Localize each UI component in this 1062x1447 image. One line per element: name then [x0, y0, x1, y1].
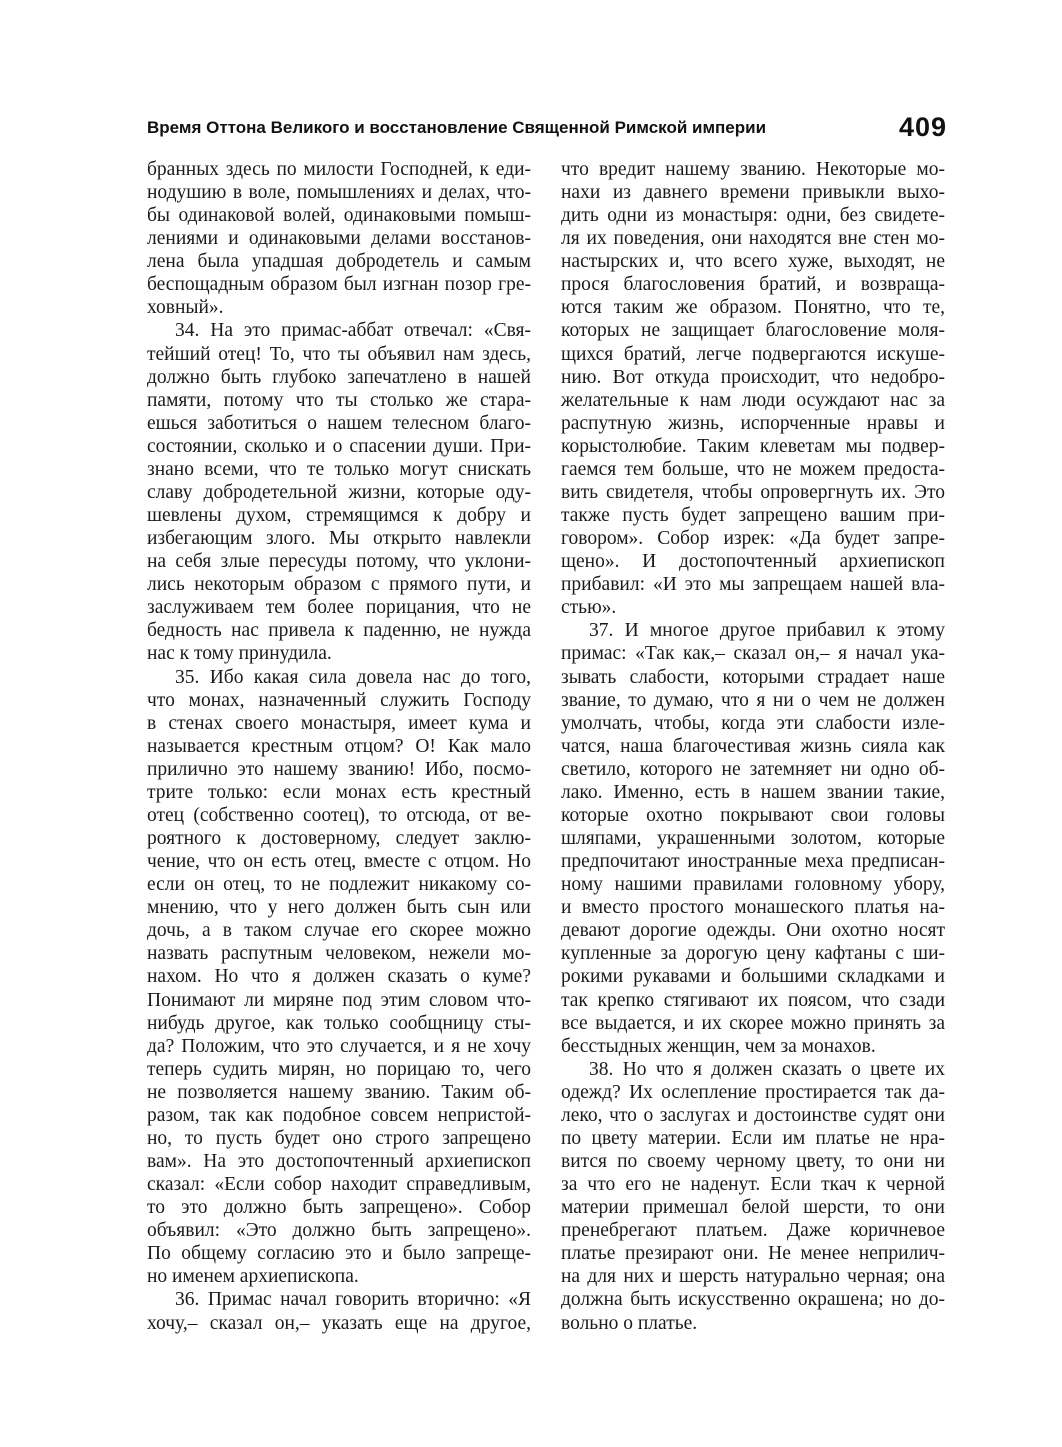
text-line: теперь судить мирян, но порицаю то, чего: [147, 1058, 531, 1080]
text-line: шляпами, украшенными золотом, которые: [561, 828, 945, 850]
text-line: корыстолюбие. Таким клеветам мы подвер-: [561, 435, 945, 457]
text-line: настырских и, что всего хуже, выходят, не: [561, 251, 945, 273]
text-line: нибудь другое, как только сообщницу сты-: [147, 1012, 531, 1034]
text-line: вить свидетеля, чтобы опровергнуть их. Это: [561, 481, 945, 503]
text-line: на себя злые пересуды потому, что уклони-: [147, 551, 531, 573]
text-line: 35. Ибо какая сила довела нас до того,: [175, 666, 531, 688]
text-line: девают дорогие одежды. Они охотно носят: [561, 920, 945, 942]
text-line: ховный».: [147, 297, 224, 319]
text-line: рокими рукавами и большими складками и: [561, 966, 945, 988]
text-line: отец (собственно соотец), то отсюда, от ве-: [147, 804, 531, 826]
text-line: чатся, наша благочестивая жизнь сияла как: [561, 735, 945, 757]
text-line: материи примешал белой шерсти, то они: [561, 1197, 945, 1219]
text-line: стью».: [561, 597, 617, 619]
text-line: называется крестным отцом? О! Как мало: [147, 735, 531, 757]
text-line: по цвету материи. Если им платье не нра-: [561, 1127, 945, 1149]
text-line: то это должно быть запрещено». Собор: [147, 1197, 531, 1219]
text-line: разом, так как подобное совсем непристой-: [147, 1104, 531, 1126]
text-line: за что его не наденут. Если ткач к черной: [561, 1174, 945, 1196]
text-line: что вредит нашему званию. Некоторые мо-: [561, 159, 945, 180]
text-line: вам». На это достопочтенный архиепископ: [147, 1151, 531, 1172]
text-line: что монах, назначенный служить Господу: [147, 689, 531, 711]
text-line: прося благословения братий, и возвраща-: [561, 274, 945, 296]
text-line: все выдается, и их скорее можно принять за: [561, 1012, 945, 1034]
text-line: звание, то думаю, что я ни о чем не должен: [561, 689, 945, 711]
text-line: 34. На это примас-аббат отвечал: «Свя-: [175, 320, 531, 342]
text-line: тейший отец! То, что ты объявил нам здесь,: [147, 343, 531, 365]
text-line: трите только: если монах есть крестный: [147, 781, 531, 803]
text-line: должно быть глубоко запечатлено в нашей: [147, 366, 531, 388]
text-line: По общему согласию это и было запреще-: [147, 1243, 531, 1265]
text-line: хочу,– сказал он,– указать еще на другое,: [147, 1312, 531, 1334]
text-line: желательные к нам люди осуждают нас за: [561, 389, 945, 411]
text-line: 36. Примас начал говорить вторично: «Я: [175, 1289, 531, 1311]
text-line: нодушию в воле, помышлениях и делах, что-: [147, 182, 531, 204]
text-line: шевлены духом, стремящимся к добру и: [147, 505, 531, 527]
text-line: чение, что он есть отец, вместе с отцом. Но: [147, 851, 531, 873]
text-line: которые охотно покрывают свои головы: [561, 804, 945, 826]
text-line: бы одинаковой волей, одинаковыми помыш-: [147, 205, 531, 227]
text-line: памяти, потому что ты столько же стара-: [147, 389, 531, 411]
page-number: 409: [898, 112, 947, 142]
text-line: также пусть будет запрещено вашим при-: [561, 505, 945, 527]
text-line: должна быть искусственно окрашена; но до-: [561, 1289, 945, 1311]
text-line: зывать слабости, которыми страдает наше: [561, 666, 945, 688]
text-line: ному нашими правилами головному убору,: [561, 874, 945, 896]
text-line: прибавил: «И это мы запрещаем нашей вла-: [561, 574, 945, 596]
text-line: дить одни из монастыря: одни, без свидете-: [561, 205, 945, 227]
text-line: сказал: «Если собор находит справедливым,: [147, 1174, 531, 1196]
text-line: Понимают ли миряне под этим словом что-: [147, 989, 531, 1011]
text-line: щихся братий, легче подвергаются искуше-: [561, 343, 945, 365]
left-column: [147, 158, 531, 1348]
text-line: лена была упадшая добродетель и самым: [147, 251, 531, 273]
text-line: избегающим злого. Мы открыто навлекли: [147, 528, 531, 550]
text-line: предпочитают иностранные меха предписан-: [561, 851, 945, 873]
running-title: Время Оттона Великого и восстановление Священной Римской империи: [147, 118, 767, 137]
text-line: купленные за дорогую цену кафтаны с ши-: [561, 943, 945, 965]
text-line: ются таким же образом. Понятно, что те,: [561, 297, 945, 319]
text-line: ля их поведения, они находятся вне стен мо-: [561, 228, 945, 250]
text-line: заслуживаем тем более порицания, что не: [147, 597, 531, 619]
text-line: умолчать, чтобы, когда эти слабости изле-: [561, 712, 945, 734]
text-line: так крепко стягивают их поясом, что сзади: [561, 989, 945, 1011]
text-line: пренебрегают платьем. Даже коричневое: [561, 1220, 945, 1242]
text-line: назвать распутным человеком, нежели мо-: [147, 943, 531, 965]
text-line: говором». Собор изрек: «Да будет запре-: [561, 528, 945, 550]
text-line: гаемся тем больше, что не можем предоста-: [561, 458, 945, 480]
text-line: вится по своему черному цвету, то они ни: [561, 1151, 945, 1172]
text-line: роятного к достоверному, следует заклю-: [147, 828, 531, 850]
text-line: лако. Именно, есть в нашем звании такие,: [561, 781, 945, 803]
text-line: 37. И многое другое прибавил к этому: [589, 620, 945, 642]
text-line: которых не защищает благословение моля-: [561, 320, 945, 342]
text-line: мнению, что у него должен быть сын или: [147, 897, 531, 919]
text-line: состоянии, сколько и о спасении души. При-: [147, 435, 531, 457]
text-line: леко, что о заслугах и достоинстве судят они: [561, 1104, 945, 1126]
running-header: [147, 112, 947, 146]
text-line: нахом. Но что я должен сказать о куме?: [147, 966, 531, 988]
right-column: [561, 158, 945, 1348]
text-line: дочь, а в таком случае его скорее можно: [147, 920, 531, 942]
text-line: нахи из давнего времени привыкли выхо-: [561, 182, 945, 204]
text-line: славу добродетельной жизни, которые оду-: [147, 481, 531, 503]
text-line: щено». И достопочтенный архиепископ: [561, 551, 945, 573]
text-line: светило, которого не затемняет ни одно об-: [561, 758, 945, 780]
text-line: если он отец, то не подлежит никакому со-: [147, 874, 531, 896]
text-line: нию. Вот откуда происходит, что недобро-: [561, 366, 945, 388]
text-line: 38. Но что я должен сказать о цвете их: [589, 1058, 945, 1080]
text-line: и вместо простого монашеского платья на-: [561, 897, 945, 919]
text-line: ешься заботиться о нашем телесном благо-: [147, 412, 531, 434]
text-line: беспощадным образом был изгнан позор гре-: [147, 274, 531, 296]
text-line: лись некоторым образом с прямого пути, и: [147, 574, 531, 596]
text-line: в стенах своего монастыря, имеет кума и: [147, 712, 531, 734]
text-line: прилично это нашему званию! Ибо, посмо-: [147, 758, 531, 780]
text-line: одежд? Их ослепление простирается так да-: [561, 1081, 945, 1103]
text-line: не позволяется нашему званию. Таким об-: [147, 1081, 531, 1103]
text-line: лениями и одинаковыми делами восстанов-: [147, 228, 531, 250]
text-line: распутную жизнь, испорченные нравы и: [561, 412, 945, 434]
text-line: да? Положим, что это случается, и я не хочу: [147, 1035, 531, 1057]
text-line: на для них и шерсть натурально черная; она: [561, 1266, 945, 1288]
text-line: вольно о платье.: [561, 1312, 698, 1334]
text-line: знано всеми, что те только могут снискать: [147, 458, 531, 480]
text-line: бесстыдных женщин, чем за монахов.: [561, 1035, 876, 1057]
text-line: объявил: «Это должно быть запрещено».: [147, 1220, 531, 1242]
text-line: бедность нас привела к паденню, не нужда: [147, 620, 531, 642]
text-line: но именем архиепископа.: [147, 1266, 359, 1288]
text-line: примас: «Так как,– сказал он,– я начал ука-: [561, 643, 945, 665]
text-line: но, то пусть будет оно строго запрещено: [147, 1127, 531, 1149]
text-line: платье презирают они. Не менее неприлич-: [561, 1243, 945, 1265]
text-line: нас к тому принудила.: [147, 643, 332, 665]
text-line: бранных здесь по милости Господней, к еди-: [147, 159, 531, 180]
